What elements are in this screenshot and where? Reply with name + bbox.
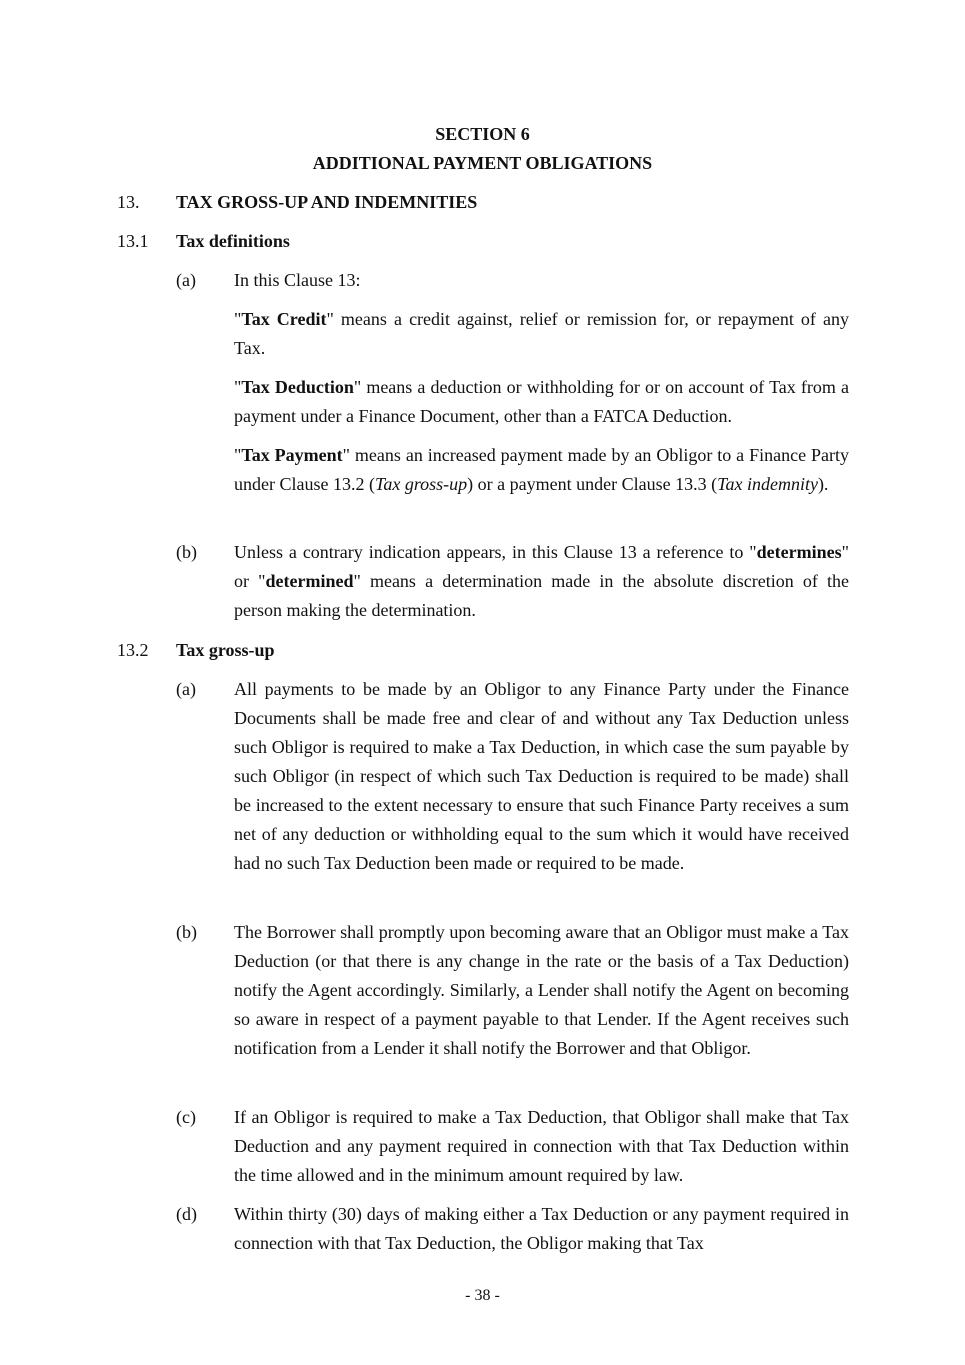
definition-tax-payment: "Tax Payment" means an increased payment made by an Obligor to a Finance Party under Clause 13.2 (Tax gross-up) or a payment under Clause 13.3 (Tax indemnity). (234, 445, 850, 494)
clause-13-2-title: Tax gross-up (176, 640, 275, 660)
clause-reference: Tax gross-up (374, 474, 468, 494)
page-number: - 38 - (465, 1287, 500, 1304)
definition-text: means a deduction or withholding for or on account of Tax from a payment under a Finance Document, other than a FATCA Deduction. (234, 377, 850, 426)
clause-13-1-number: 13.1 (117, 231, 149, 251)
section-heading: SECTION 6 (435, 124, 530, 144)
clause-13-2-b-text: The Borrower shall promptly upon becoming aware that an Obligor must make a Tax Deduction (or that there is any change in the rate or the basis of a Tax Deduction) notify the Agent accordingly. Similarly, a Lender shall notify the Agent on becoming so aware in respect of a payment payable to that Lender. If the Agent receives such notification from a Lender it shall notify the Borrower and that Obligor. (234, 922, 849, 1058)
section-title: ADDITIONAL PAYMENT OBLIGATIONS (312, 153, 653, 173)
definition-tax-deduction: "Tax Deduction" means a deduction or withholding for or on account of Tax from a payment under a Finance Document, other than a FATCA Deduction. (234, 377, 850, 426)
term-tax-deduction: Tax Deduction (241, 377, 354, 397)
definition-text: means an increased payment made by an Obligor to a Finance Party under Clause 13.2 ( (234, 445, 850, 494)
clause-13-title: TAX GROSS-UP AND INDEMNITIES (176, 192, 478, 212)
definition-tax-credit: "Tax Credit" means a credit against, relief or remission for, or repayment of any Tax. (234, 309, 849, 358)
term-tax-credit: Tax Credit (241, 309, 327, 329)
clause-13-2-d-text: Within thirty (30) days of making either a Tax Deduction or any payment required in connection with that Tax Deduction, the Obligor making that Tax (234, 1204, 849, 1253)
clause-13-2-a-label: (a) (176, 679, 196, 699)
clause-13-2-b-label: (b) (176, 922, 197, 942)
clause-13-1-b-label: (b) (176, 542, 197, 562)
clause-13-2-a-text: All payments to be made by an Obligor to any Finance Party under the Finance Documents shall be made free and clear of and without any Tax Deduction unless such Obligor is required to make a Tax Deduction, in which case the sum payable by such Obligor (in respect of which such Tax Deduction is required to be made) shall be increased to the extent necessary to ensure that such Finance Party receives a sum net of any deduction or withholding equal to the sum which it would have received had no such Tax Deduction been made or required to be made. (234, 679, 849, 873)
term-determined: determined (265, 571, 354, 591)
clause-13-2-c-text: If an Obligor is required to make a Tax Deduction, that Obligor shall make that Tax Deduction and any payment required in connection with that Tax Deduction within the time allowed and in the minimum amount required by law. (234, 1107, 849, 1185)
definition-text: means a credit against, relief or remission for, or repayment of any Tax. (234, 309, 849, 358)
term-tax-payment: Tax Payment (241, 445, 343, 465)
definition-text: ). (817, 474, 829, 494)
clause-13-1-title: Tax definitions (176, 231, 290, 251)
clause-13-2-number: 13.2 (117, 640, 149, 660)
definition-text: ) or a payment under Clause 13.3 ( (467, 474, 718, 494)
term-determines: determines (756, 542, 842, 562)
paragraph-text: Unless a contrary indication appears, in this Clause 13 a reference to (234, 542, 750, 562)
paragraph-text: or (234, 571, 259, 591)
clause-13-2-d-label: (d) (176, 1204, 197, 1224)
paragraph-text: means a determination made in the absolute discretion of the person making the determination. (234, 571, 849, 620)
clause-13-2-c-label: (c) (176, 1107, 196, 1127)
clause-13-1-a-label: (a) (176, 270, 196, 290)
clause-reference: Tax indemnity (717, 474, 818, 494)
clause-13-1-a-text: In this Clause 13: (234, 270, 361, 290)
clause-13-1-b-text: Unless a contrary indication appears, in this Clause 13 a reference to "determines" or "determined" means a determination made in the absolute discretion of the person making the determination. (234, 542, 849, 620)
clause-13-number: 13. (117, 192, 140, 212)
